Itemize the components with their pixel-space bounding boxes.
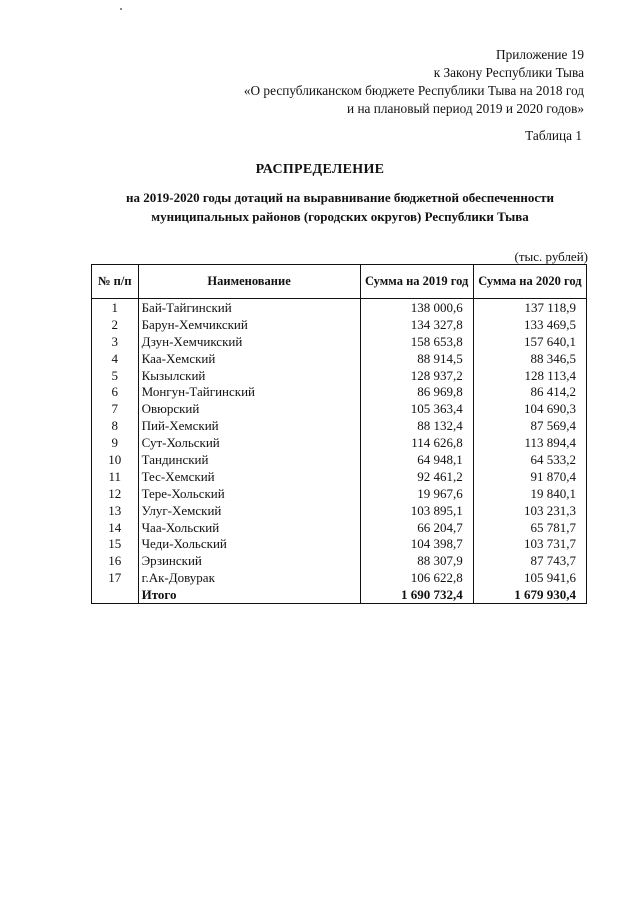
units-note: (тыс. рублей) — [514, 249, 588, 264]
row-name: Тере-Хольский — [138, 485, 360, 502]
row-sum-2019: 138 000,6 — [360, 299, 473, 316]
row-sum-2019: 92 461,2 — [360, 468, 473, 485]
appendix-line: к Закону Республики Тыва — [433, 65, 584, 80]
row-sum-2020: 65 781,7 — [473, 519, 586, 536]
row-sum-2020: 19 840,1 — [473, 485, 586, 502]
header-name: Наименование — [138, 265, 360, 299]
subtitle-line: на 2019-2020 годы дотаций на выравнивание бюджетной обеспеченности — [126, 190, 554, 205]
row-sum-2020: 103 731,7 — [473, 535, 586, 552]
row-num: 10 — [92, 451, 139, 468]
row-sum-2020: 87 569,4 — [473, 417, 586, 434]
row-name: Сут-Хольский — [138, 434, 360, 451]
row-sum-2019: 86 969,8 — [360, 383, 473, 400]
table-row — [92, 316, 587, 333]
row-sum-2019: 88 307,9 — [360, 552, 473, 569]
row-sum-2020: 105 941,6 — [473, 569, 586, 586]
total-label: Итого — [138, 586, 360, 603]
document-subtitle — [88, 188, 592, 226]
row-sum-2019: 114 626,8 — [360, 434, 473, 451]
row-sum-2019: 106 622,8 — [360, 569, 473, 586]
row-sum-2019: 64 948,1 — [360, 451, 473, 468]
row-num: 13 — [92, 502, 139, 519]
row-name: Монгун-Тайгинский — [138, 383, 360, 400]
table-number: Таблица 1 — [525, 128, 582, 143]
subtitle-line: муниципальных районов (городских округов) Республики Тыва — [151, 209, 529, 224]
table-row — [92, 535, 587, 552]
row-sum-2020: 137 118,9 — [473, 299, 586, 316]
row-sum-2019: 88 132,4 — [360, 417, 473, 434]
row-name: Тандинский — [138, 451, 360, 468]
row-num: 2 — [92, 316, 139, 333]
row-num: 4 — [92, 350, 139, 367]
row-sum-2020: 113 894,4 — [473, 434, 586, 451]
row-name: Барун-Хемчикский — [138, 316, 360, 333]
row-num: 5 — [92, 367, 139, 384]
row-name: Дзун-Хемчикский — [138, 333, 360, 350]
row-name: Овюрский — [138, 400, 360, 417]
row-name: Чаа-Хольский — [138, 519, 360, 536]
row-sum-2019: 66 204,7 — [360, 519, 473, 536]
row-name: Улуг-Хемский — [138, 502, 360, 519]
table-row — [92, 383, 587, 400]
row-sum-2019: 128 937,2 — [360, 367, 473, 384]
row-sum-2020: 64 533,2 — [473, 451, 586, 468]
row-num: 3 — [92, 333, 139, 350]
row-name: Тес-Хемский — [138, 468, 360, 485]
header-sum-2019: Сумма на 2019 год — [360, 265, 473, 299]
table-row — [92, 434, 587, 451]
row-name: Кызылский — [138, 367, 360, 384]
row-name: г.Ак-Довурак — [138, 569, 360, 586]
table-row — [92, 400, 587, 417]
subsidy-distribution-table — [91, 264, 587, 604]
row-num: 7 — [92, 400, 139, 417]
row-name: Бай-Тайгинский — [138, 299, 360, 316]
row-name: Пий-Хемский — [138, 417, 360, 434]
row-name: Чеди-Хольский — [138, 535, 360, 552]
table-row — [92, 333, 587, 350]
table-row — [92, 417, 587, 434]
table-header-row — [92, 265, 587, 299]
row-num: 14 — [92, 519, 139, 536]
row-num: 16 — [92, 552, 139, 569]
header-num: № п/п — [92, 265, 139, 299]
appendix-line: и на плановый период 2019 и 2020 годов» — [347, 101, 584, 116]
row-num: 6 — [92, 383, 139, 400]
row-sum-2019: 104 398,7 — [360, 535, 473, 552]
scan-speck — [120, 8, 122, 10]
row-sum-2020: 103 231,3 — [473, 502, 586, 519]
row-num: 11 — [92, 468, 139, 485]
row-sum-2020: 157 640,1 — [473, 333, 586, 350]
row-sum-2019: 19 967,6 — [360, 485, 473, 502]
row-num: 9 — [92, 434, 139, 451]
row-sum-2020: 104 690,3 — [473, 400, 586, 417]
row-sum-2019: 103 895,1 — [360, 502, 473, 519]
table-row — [92, 569, 587, 586]
row-sum-2019: 134 327,8 — [360, 316, 473, 333]
header-sum-2020: Сумма на 2020 год — [473, 265, 586, 299]
total-row — [92, 586, 587, 603]
row-sum-2020: 87 743,7 — [473, 552, 586, 569]
table-row — [92, 350, 587, 367]
row-sum-2019: 88 914,5 — [360, 350, 473, 367]
table-row — [92, 502, 587, 519]
table-row — [92, 519, 587, 536]
row-num: 17 — [92, 569, 139, 586]
document-title: РАСПРЕДЕЛЕНИЕ — [255, 162, 385, 177]
table-row — [92, 485, 587, 502]
row-sum-2020: 91 870,4 — [473, 468, 586, 485]
table-row — [92, 299, 587, 316]
row-sum-2020: 86 414,2 — [473, 383, 586, 400]
row-sum-2020: 133 469,5 — [473, 316, 586, 333]
row-num: 12 — [92, 485, 139, 502]
appendix-line: «О республиканском бюджете Республики Тыва на 2018 год — [243, 83, 584, 98]
table-row — [92, 367, 587, 384]
appendix-line: Приложение 19 — [496, 47, 584, 62]
row-sum-2020: 88 346,5 — [473, 350, 586, 367]
table-row — [92, 451, 587, 468]
row-sum-2020: 128 113,4 — [473, 367, 586, 384]
row-num: 8 — [92, 417, 139, 434]
total-num-empty — [92, 586, 139, 603]
row-num: 15 — [92, 535, 139, 552]
total-sum-2020: 1 679 930,4 — [473, 586, 586, 603]
appendix-header — [244, 46, 584, 118]
row-num: 1 — [92, 299, 139, 316]
table-row — [92, 468, 587, 485]
row-sum-2019: 105 363,4 — [360, 400, 473, 417]
row-name: Эрзинский — [138, 552, 360, 569]
row-name: Каа-Хемский — [138, 350, 360, 367]
row-sum-2019: 158 653,8 — [360, 333, 473, 350]
table-row — [92, 552, 587, 569]
total-sum-2019: 1 690 732,4 — [360, 586, 473, 603]
